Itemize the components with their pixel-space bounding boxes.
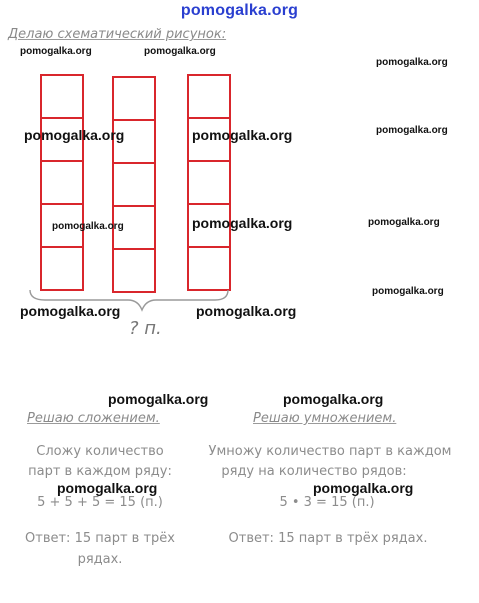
- desk-box: [188, 161, 230, 204]
- watermark: pomogalka.org: [372, 286, 444, 297]
- multiplication-answer: Ответ: 15 парт в трёх рядах.: [228, 531, 428, 546]
- addition-equation: 5 + 5 + 5 = 15 (п.): [37, 495, 163, 510]
- watermark: pomogalka.org: [313, 480, 414, 496]
- watermark: pomogalka.org: [192, 215, 293, 231]
- watermark: pomogalka.org: [52, 221, 124, 232]
- multiplication-line-1: Умножу количество парт в каждом: [208, 444, 452, 459]
- watermark: pomogalka.org: [20, 303, 121, 319]
- sketch-heading: Делаю схематический рисунок:: [8, 27, 227, 42]
- desk-box: [113, 163, 155, 206]
- desk-box: [41, 161, 83, 204]
- desk-box: [41, 247, 83, 290]
- desk-box: [113, 77, 155, 120]
- addition-line-1: Сложу количество: [36, 444, 164, 459]
- watermark: pomogalka.org: [20, 46, 92, 57]
- watermark: pomogalka.org: [57, 480, 158, 496]
- multiplication-title: Решаю умножением.: [253, 411, 397, 426]
- addition-title: Решаю сложением.: [27, 411, 160, 426]
- desk-box: [188, 247, 230, 290]
- desk-box: [188, 75, 230, 118]
- desk-box: [41, 75, 83, 118]
- watermark: pomogalka.org: [108, 391, 209, 407]
- multiplication-equation: 5 • 3 = 15 (п.): [279, 495, 375, 510]
- addition-answer-1: Ответ: 15 парт в трёх: [25, 531, 175, 546]
- desk-box: [113, 249, 155, 292]
- desk-columns: [41, 75, 230, 292]
- watermark: pomogalka.org: [376, 125, 448, 136]
- watermark: pomogalka.org: [24, 127, 125, 143]
- addition-line-2: парт в каждом ряду:: [28, 464, 172, 479]
- watermark: pomogalka.org: [196, 303, 297, 319]
- addition-answer-2: рядах.: [77, 552, 123, 567]
- watermark: pomogalka.org: [368, 217, 440, 228]
- site-header[interactable]: pomogalka.org: [180, 2, 299, 19]
- multiplication-line-2: ряду на количество рядов:: [221, 464, 407, 479]
- watermark: pomogalka.org: [376, 57, 448, 68]
- watermark: pomogalka.org: [283, 391, 384, 407]
- brace-label: ? п.: [129, 318, 162, 339]
- watermark: pomogalka.org: [192, 127, 293, 143]
- watermark: pomogalka.org: [144, 46, 216, 57]
